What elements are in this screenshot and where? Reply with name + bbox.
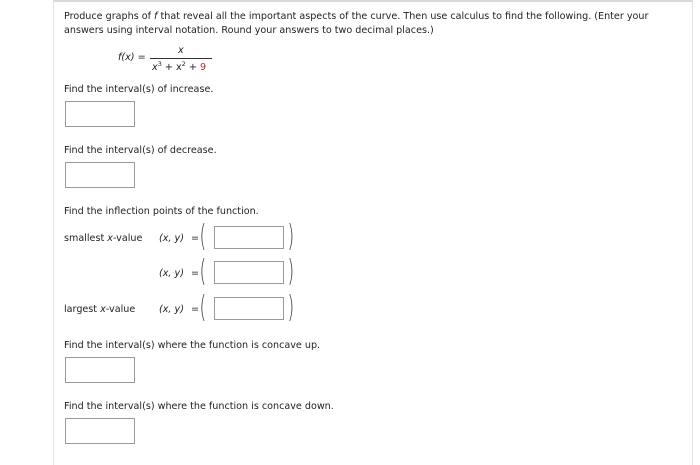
increase-answer-input[interactable] bbox=[65, 101, 135, 127]
inflection-question: Find the inflection points of the function. bbox=[64, 206, 259, 217]
equals-1: = bbox=[191, 233, 200, 244]
close-paren-1: ) bbox=[287, 219, 295, 254]
largest-x-label: largest x-value bbox=[64, 304, 136, 315]
instructions: Produce graphs of f that reveal all the important aspects of the curve. Then use calculus to find the following. (Enter your answers using interval notation. Round your answers to two decimal places.) bbox=[64, 11, 649, 36]
inflection-point-2-input[interactable] bbox=[214, 261, 284, 284]
fraction-numerator: x bbox=[178, 45, 184, 56]
decrease-answer-input[interactable] bbox=[65, 162, 135, 188]
xy-label-1: (x, y) bbox=[159, 233, 184, 244]
concave-down-question: Find the interval(s) where the function is concave down. bbox=[64, 401, 334, 412]
function-label: f(x) = bbox=[118, 52, 146, 63]
close-paren-2: ) bbox=[287, 254, 295, 289]
fraction-bar bbox=[150, 58, 212, 59]
close-paren-3: ) bbox=[287, 290, 295, 325]
xy-label-3: (x, y) bbox=[159, 304, 184, 315]
decrease-question: Find the interval(s) of decrease. bbox=[64, 145, 217, 156]
open-paren-2: ( bbox=[199, 254, 207, 289]
increase-question: Find the interval(s) of increase. bbox=[64, 84, 214, 95]
concave-up-answer-input[interactable] bbox=[65, 357, 135, 383]
open-paren-1: ( bbox=[199, 219, 207, 254]
fraction-denominator: $x^3 + x^2 + 9$ bbox=[152, 60, 207, 73]
inflection-point-1-input[interactable] bbox=[214, 226, 284, 249]
concave-down-answer-input[interactable] bbox=[65, 418, 135, 444]
smallest-x-label: smallest x-value bbox=[64, 233, 143, 244]
xy-label-2: (x, y) bbox=[159, 268, 184, 279]
equals-3: = bbox=[191, 304, 200, 315]
question-panel bbox=[53, 0, 693, 465]
inflection-point-3-input[interactable] bbox=[214, 297, 284, 320]
equals-2: = bbox=[191, 268, 200, 279]
concave-up-question: Find the interval(s) where the function is concave up. bbox=[64, 340, 321, 351]
open-paren-3: ( bbox=[199, 290, 207, 325]
